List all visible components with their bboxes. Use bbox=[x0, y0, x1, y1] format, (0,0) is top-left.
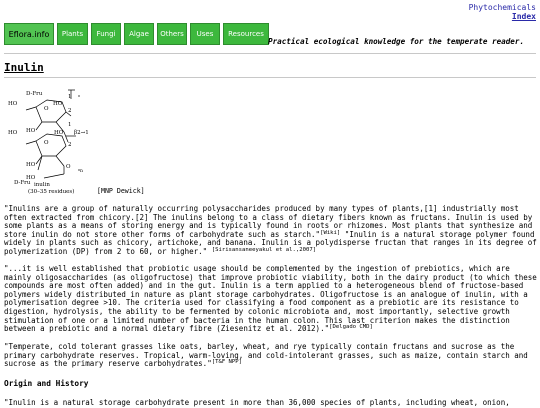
section-heading-origin: Origin and History bbox=[4, 379, 89, 388]
carbon-number-1: 1 bbox=[68, 94, 72, 100]
ho-label-4: HO bbox=[8, 130, 18, 136]
p2-text: "...it is well established that probiotic usage should be complemented by the ingestion of prebiotics, which are mainly oligosaccharides (as oligofructose) that improve probiotic viability, both in the dairy product (to which these compounds are most often added) and in the gut. Inulin is a term applied to a heterogeneous blend of fructose-based polymers widely distributed in nature as plant storage carbohydrates. Oligofructose is an analogue of inulin, with a polymerisation degree >10. The criteria used for classifying a food component as a prebiotic are its resistance to digestion, hydrolysis, the ability to be fermented by colonic microbiota and, most importantly, selective growth stimulation of one or a limited number of bacteria in the human colon. This last criterion makes the distinction between a prebiotic and a normal dietary fibre (Ziesenitz et al. 2012)." bbox=[4, 264, 537, 334]
header-divider bbox=[4, 53, 536, 54]
nav-fungi[interactable]: Fungi bbox=[91, 23, 121, 45]
nav-resources[interactable]: Resources bbox=[223, 23, 269, 45]
page-title: Inulin bbox=[4, 61, 44, 74]
beta-linkage-label: β2→1 bbox=[74, 130, 89, 136]
ho-label-2: HO bbox=[53, 101, 63, 107]
figure-credit: [MNP Dewick] bbox=[97, 187, 145, 195]
nav-bar bbox=[4, 23, 272, 45]
paragraph-prebiotic bbox=[4, 265, 537, 334]
p1-citation-sirisansaneeyakul: [Sirisansaneeyakul et al.,2007] bbox=[211, 246, 317, 253]
carbon-number-2: 2 bbox=[68, 108, 72, 114]
ho-label-7: HO bbox=[26, 175, 36, 181]
p4-text: "Inulin is a natural storage carbohydrate present in more than 36,000 species of plants, including wheat, onion, bbox=[4, 398, 510, 407]
dfru-top-label: D-Fru bbox=[26, 91, 43, 97]
nav-uses[interactable]: Uses bbox=[190, 23, 220, 45]
dfru-bottom-label: D-Fru bbox=[14, 180, 31, 186]
p3-citation-tf: [T&F NPP] bbox=[211, 359, 243, 366]
glycosidic-oxygen: O bbox=[66, 164, 71, 170]
carbon-number-1b: 1 bbox=[68, 122, 72, 128]
paragraph-origin bbox=[4, 399, 537, 408]
structure-caption-name: inulin bbox=[34, 182, 50, 188]
index-link[interactable]: Index bbox=[511, 12, 536, 21]
nav-others[interactable]: Others bbox=[157, 23, 187, 45]
logo-button[interactable]: Eflora.info bbox=[4, 23, 54, 45]
repeat-n-label: n bbox=[80, 169, 83, 174]
inulin-structure-diagram bbox=[4, 86, 90, 196]
p1-text-part1: "Inulins are a group of naturally occurring polysaccharides produced by many types of plants,[1] industrially most often extracted from chicory.[2] The inulins belong to a class of dietary fibers known as fructans. Inulin is used by some plants as a means of storing energy and is typically found in roots or rhizomes. Most plants that synthesize and store inulin do not store other forms of carbohydrate such as starch." bbox=[4, 204, 533, 239]
ho-label-5: HO bbox=[54, 130, 64, 136]
nav-algae[interactable]: Algae bbox=[124, 23, 154, 45]
ho-label-1: HO bbox=[8, 101, 18, 107]
ring-oxygen-2: O bbox=[44, 140, 49, 146]
site-tagline: Practical ecological knowledge for the temperate reader. bbox=[268, 37, 525, 46]
p1-text-part2: "Inulin is a natural storage polymer found widely in plants such as chicory, artichoke, and banana. Inulin is a polydisperse fructan that ranges in its degree of polymerization (DP) from 2 to 60, or higher." bbox=[4, 229, 537, 256]
p3-text: "Temperate, cold tolerant grasses like oats, barley, wheat, and rye typically contain fructans and sucrose as the primary carbohydrate reserves. Tropical, warm-loving, and cold-intolerant grasses, such as maize, contain starch and sucrose as the primary reserve carbohydrates." bbox=[4, 342, 528, 369]
carbon-number-2b: 2 bbox=[68, 142, 72, 148]
paragraph-definition bbox=[4, 205, 537, 257]
top-links bbox=[469, 3, 536, 21]
p1-citation-wiki: [Wiki] bbox=[320, 229, 341, 236]
ring-oxygen-1: O bbox=[44, 106, 49, 112]
phytochemicals-link[interactable]: Phytochemicals bbox=[468, 3, 536, 12]
ho-label-3: HO bbox=[26, 128, 36, 134]
title-divider bbox=[4, 77, 536, 78]
paragraph-grasses bbox=[4, 343, 537, 369]
ho-label-6: HO bbox=[26, 162, 36, 168]
structure-caption-residues: (30–35 residues) bbox=[28, 189, 75, 195]
nav-plants[interactable]: Plants bbox=[57, 23, 88, 45]
p2-citation-delgado: [Delgado CMD] bbox=[329, 324, 373, 331]
